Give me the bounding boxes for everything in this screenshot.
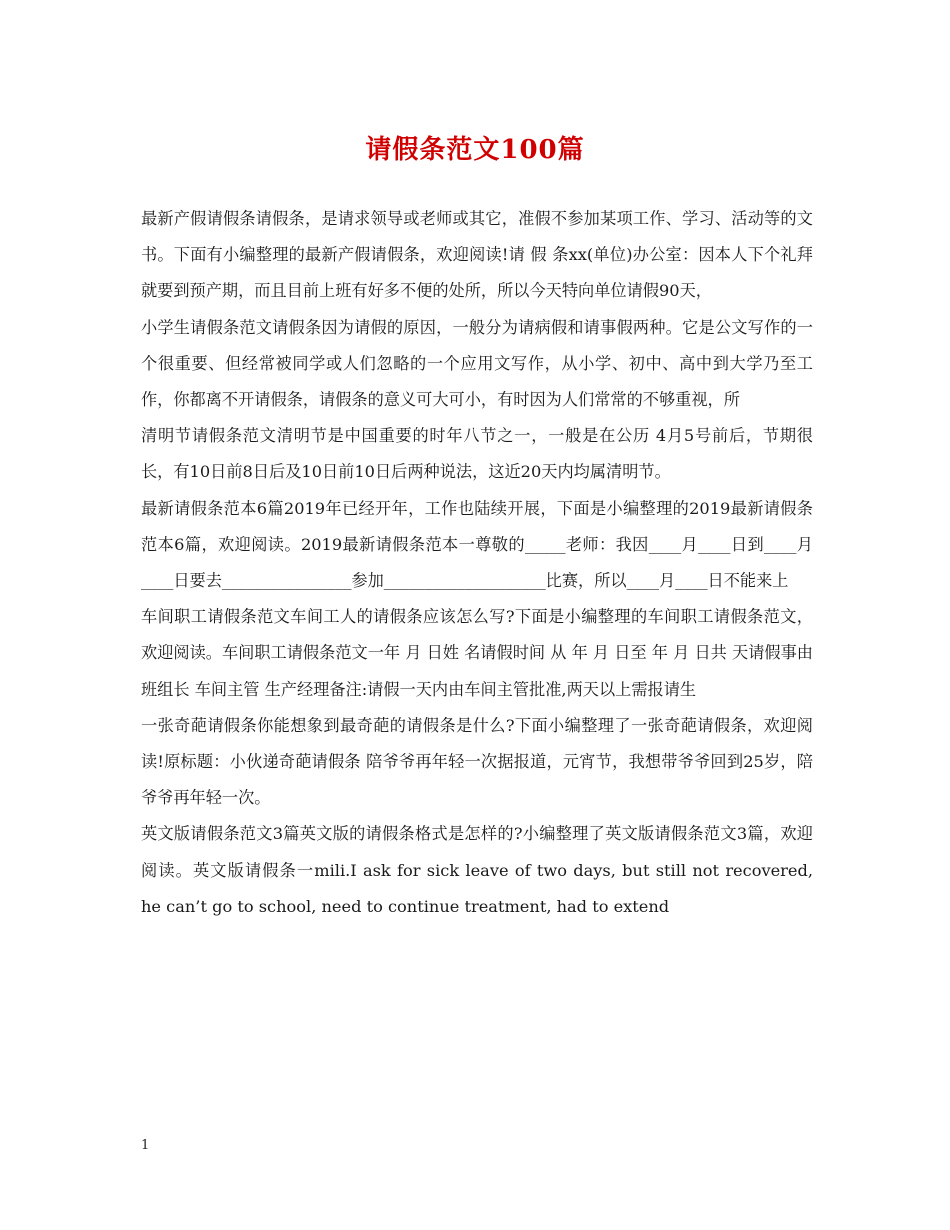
paragraph-workshop-leave: 车间职工请假条范文车间工人的请假条应该怎么写?下面是小编整理的车间职工请假条范文，欢迎阅读。车间职工请假条范文一年 月 日姓 名请假时间 从 年 月 日至 年 月 日共 天请假事由班组长 车间主管 生产经理备注:请假一天内由车间主管批准,两天以上需报请生 (141, 607, 813, 699)
paragraph-latest-templates: 最新请假条范本6篇2019年已经开年，工作也陆续开展，下面是小编整理的2019最新请假条范本6篇，欢迎阅读。2019最新请假条范本一尊敬的_____老师：我因____月____日到____月____日要去________________参加____________________比赛，所以____月____日不能来上 (141, 498, 813, 591)
page-number: 1 (141, 1138, 150, 1153)
paragraph-unusual-leave: 一张奇葩请假条你能想象到最奇葩的请假条是什么?下面小编整理了一张奇葩请假条，欢迎阅读!原标题：小伙递奇葩请假条 陪爷爷再年轻一次据报道，元宵节，我想带爷爷回到25岁，陪爷爷再年轻一次。 (141, 715, 813, 808)
paragraph-maternity-leave: 最新产假请假条请假条，是请求领导或老师或其它，准假不参加某项工作、学习、活动等的文书。下面有小编整理的最新产假请假条，欢迎阅读!请 假 条xx(单位)办公室：因本人下个礼拜就要到预产期，而且目前上班有好多不便的处所，所以今天特向单位请假90天， (141, 209, 813, 301)
paragraph-qingming-leave: 清明节请假条范文清明节是中国重要的时年八节之一，一般是在公历 4月5号前后，节期很长，有10日前8日后及10日前10日后两种说法，这近20天内均属清明节。 (141, 426, 813, 482)
paragraph-student-leave: 小学生请假条范文请假条因为请假的原因，一般分为请病假和请事假两种。它是公文写作的一个很重要、但经常被同学或人们忽略的一个应用文写作，从小学、初中、高中到大学乃至工作，你都离不开请假条，请假条的意义可大可小，有时因为人们常常的不够重视，所 (141, 317, 813, 410)
document-body (141, 201, 813, 925)
paragraph-english-leave: 英文版请假条范文3篇英文版的请假条格式是怎样的?小编整理了英文版请假条范文3篇，欢迎阅读。英文版请假条一mili.I ask for sick leave of two days, but still not recovered, he can’t go to school, need to continue treatment, had to extend (141, 824, 813, 916)
document-title: 请假条范文100篇 (365, 135, 585, 165)
